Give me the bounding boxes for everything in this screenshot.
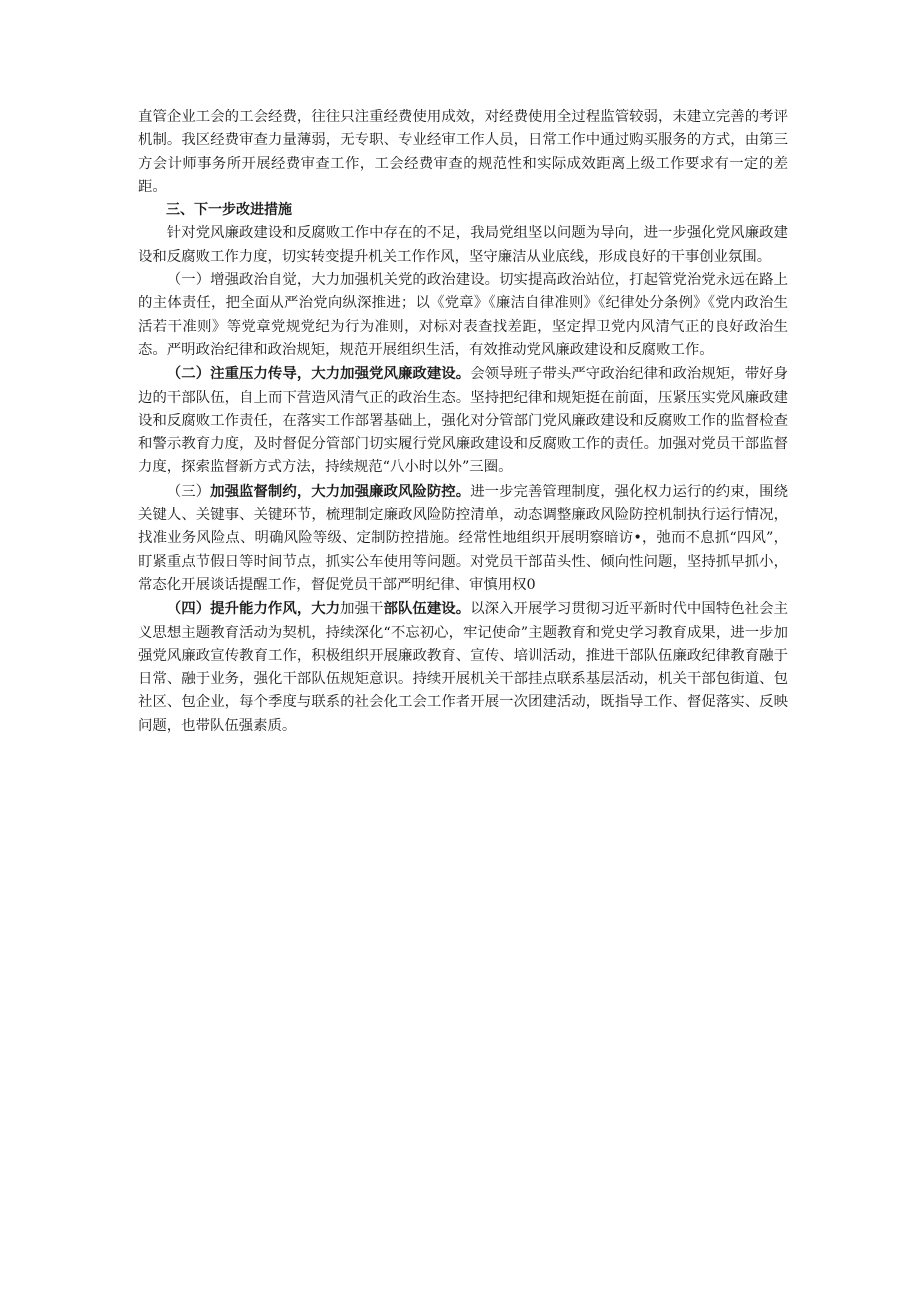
paragraph-intro: 针对党风廉政建设和反腐败工作中存在的不足，我局党组坚以问题为导向，进一步强化党风廉政建设和反腐败工作力度，切实转变提升机关工作作风，坚守廉洁从业底线，形成良好的干事创业氛围。 (138, 225, 788, 265)
document-body (138, 106, 788, 738)
item-four-heading-a: （四）提升能力作风，大力 (166, 600, 341, 618)
item-four-heading-b: 加强干 (340, 601, 384, 618)
item-three-prefix: （三） (166, 483, 211, 500)
section-heading: 三、下一步改进措施 (166, 202, 292, 219)
item-two-heading: （二）注重压力传导，大力加强党风廉政建设。 (166, 365, 471, 383)
item-one: （一）增强政治自觉，大力加强机关党的政治建设。切实提高政治站位，打起管党治党永远在路上的主体责任，把全面从严治党向纵深推进；以《党章》《廉洁自律准则》《纪律处分条例》《党内政治生活若干准则》等党章党规党纪为行为准则，对标对表查找差距，坚定捍卫党内风清气正的良好政治生态。严明政治纪律和政治规矩，规范开展组织生活，有效推动党风廉政建设和反腐败工作。 (138, 272, 788, 358)
item-four-text: 以深入开展学习贯彻习近平新时代中国特色社会主义思想主题教育活动为契机，持续深化“不忘初心，牢记使命”主题教育和党史学习教育成果，进一步加强党风廉政宣传教育工作，积极组织开展廉政教育、宣传、培训活动，推进干部队伍廉政纪律教育融于日常、融于业务，强化干部队伍规矩意识。持续开展机关干部挂点联系基层活动，机关干部包街道、包社区、包企业，每个季度与联系的社会化工会工作者开展一次团建活动，既指导工作、督促落实、反映问题，也带队伍强素质。 (138, 601, 788, 734)
item-three-text: 进一步完善管理制度，强化权力运行的约束，围绕关键人、关键事、关键环节，梳理制定廉政风险防控清单，动态调整廉政风险防控机制执行运行情况，找准业务风险点、明确风险等级、定制防控措施。经常性地组织开展明察暗访•，弛而不息抓“四风”，盯紧重点节假日等时间节点，抓实公车使用等问题。对党员干部苗头性、倾向性问题，坚持抓早抓小，常态化开展谈话提醒工作，督促党员干部严明纪律、审慎用权0 (138, 483, 788, 593)
item-three (138, 480, 788, 597)
item-four-heading-c: 部队伍建设。 (383, 600, 471, 618)
item-two-text: 会领导班子带头严守政治纪律和政治规矩，带好身边的干部队伍，自上而下营造风清气正的政治生态。坚持把纪律和规矩挺在前面，压紧压实党风廉政建设和反腐败工作责任，在落实工作部署基础上，强化对分管部门党风廉政建设和反腐败工作的监督检查和警示教育力度，及时督促分管部门切实履行党风廉政建设和反腐败工作的责任。加强对党员干部监督力度，探索监督新方式方法，持续规范“八小时以外”三圈。 (138, 366, 788, 476)
item-four (138, 597, 788, 738)
paragraph-continuation: 直管企业工会的工会经费，往往只注重经费使用成效，对经费使用全过程监管较弱，未建立完善的考评机制。我区经费审查力量薄弱，无专职、专业经审工作人员，日常工作中通过购买服务的方式，由第三方会计师事务所开展经费审查工作，工会经费审查的规范性和实际成效距离上级工作要求有一定的差距。 (138, 109, 788, 195)
item-two (138, 362, 788, 479)
item-three-heading: 加强监督制约，大力加强廉政风险防控。 (210, 482, 471, 500)
